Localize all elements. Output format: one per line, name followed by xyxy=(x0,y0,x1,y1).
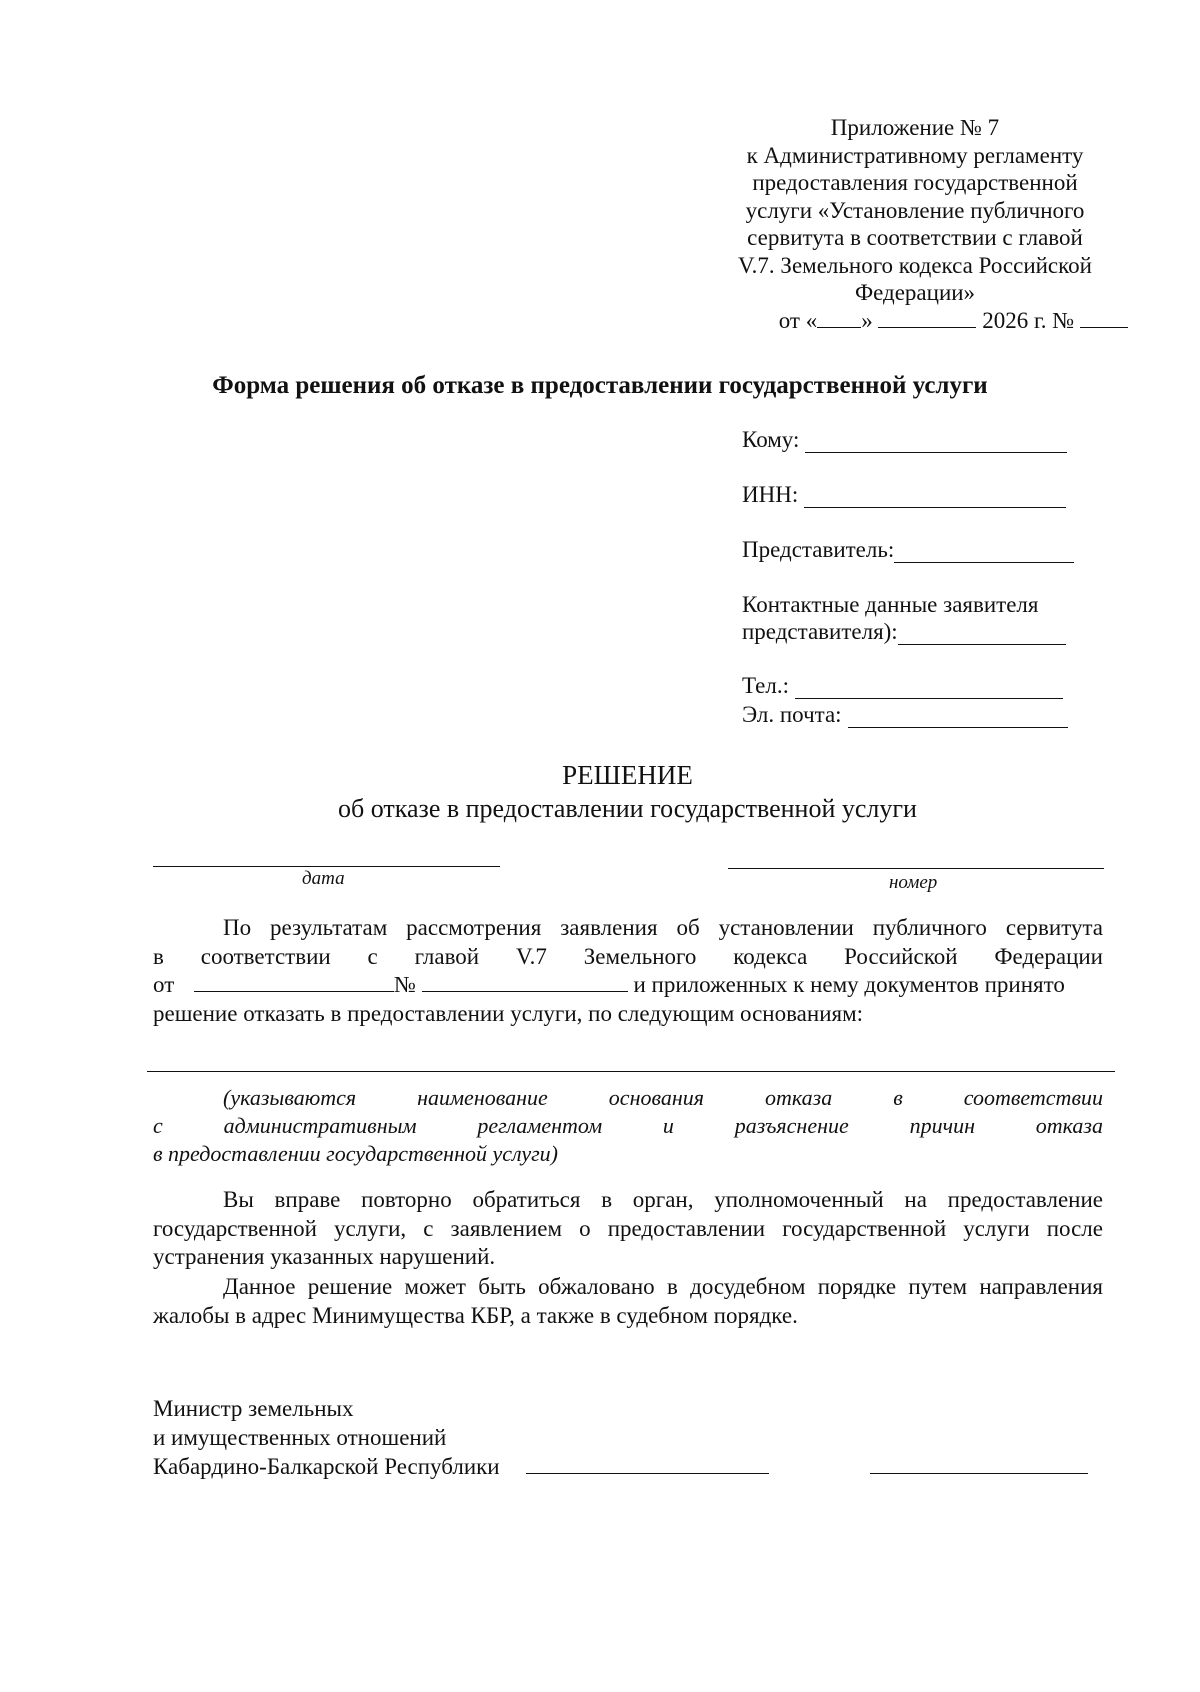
paragraph-line-fields xyxy=(153,971,1103,1000)
representative-row xyxy=(742,536,1142,563)
appendix-line: Федерации» xyxy=(854,280,976,305)
contact-field[interactable] xyxy=(898,622,1066,645)
decision-title: РЕШЕНИЕ xyxy=(562,760,693,790)
refusal-reason-field[interactable] xyxy=(147,1071,1115,1072)
paragraph-line: жалобы в адрес Минимущества КБР, а также в судебном порядке. xyxy=(153,1302,798,1328)
paragraph-line: По результатам рассмотрения заявления об установлении публичного сервитута xyxy=(223,915,1103,940)
from-label: от xyxy=(153,972,175,997)
paragraph-1 xyxy=(153,914,1103,1028)
date-prefix: от « xyxy=(778,307,818,333)
date-year: 2026 г. xyxy=(982,307,1047,333)
inn-label: ИНН: xyxy=(742,482,799,507)
recipient-to-label: Кому: xyxy=(742,427,800,452)
paragraph-line: Данное решение может быть обжаловано в досудебном порядке путем направления xyxy=(223,1274,1103,1299)
appendix-number: Приложение № 7 xyxy=(830,115,1000,140)
paragraph-line: решение отказать в предоставлении услуги, по следующим основаниям: xyxy=(153,1000,864,1026)
date-caption: дата xyxy=(302,868,345,889)
phone-label: Тел.: xyxy=(742,673,789,698)
paragraph-line: устранения указанных нарушений. xyxy=(153,1244,496,1269)
representative-label: Представитель: xyxy=(742,537,895,562)
appendix-date-line xyxy=(700,307,1130,335)
paragraph-line: Вы вправе повторно обратиться в орган, уполномоченный на предоставление xyxy=(223,1187,1103,1212)
paragraph-2 xyxy=(153,1186,1103,1272)
number-line[interactable] xyxy=(728,868,1104,869)
appendix-header xyxy=(700,114,1130,334)
number-blank[interactable] xyxy=(1080,307,1128,328)
paragraph-line: в соответствии с главой V.7 Земельного кодекса Российской Федерации xyxy=(153,943,1103,969)
appendix-line: сервитута в соответствии с главой xyxy=(747,225,1083,250)
decision-subtitle: об отказе в предоставлении государственной услуги xyxy=(338,794,917,823)
number-label: № xyxy=(1052,307,1075,333)
number-caption: номер xyxy=(889,872,938,893)
paragraph-3 xyxy=(153,1273,1103,1330)
signature-field[interactable] xyxy=(526,1473,769,1474)
contact-label-line2: представителя): xyxy=(742,619,898,644)
paragraph-text: и приложенных к нему документов принято xyxy=(633,972,1065,997)
inn-row xyxy=(742,481,1142,508)
application-no-label: № xyxy=(394,972,416,997)
appendix-line: услуги «Установление публичного xyxy=(745,197,1085,223)
minister-title-line: и имущественных отношений xyxy=(153,1425,447,1450)
minister-title-line: Кабардино-Балкарской Республики xyxy=(153,1454,500,1479)
appendix-line: к Административному регламенту xyxy=(746,142,1084,168)
note-line: с административным регламентом и разъяснение причин отказа xyxy=(153,1113,1103,1138)
contact-label-line1: Контактные данные заявителя xyxy=(742,592,1039,617)
month-blank[interactable] xyxy=(878,307,976,328)
form-title: Форма решения об отказе в предоставлении государственной услуги xyxy=(212,372,988,399)
phone-row xyxy=(742,672,1142,699)
recipient-to-field[interactable] xyxy=(805,430,1067,453)
minister-title-line: Министр земельных xyxy=(153,1396,354,1421)
phone-field[interactable] xyxy=(795,676,1063,699)
day-blank[interactable] xyxy=(817,307,861,328)
refusal-note xyxy=(153,1084,1103,1168)
email-label: Эл. почта: xyxy=(742,702,842,727)
paragraph-line: государственной услуги, с заявлением о предоставлении государственной услуги после xyxy=(153,1215,1103,1241)
contact-row xyxy=(742,618,1142,645)
note-line: (указываются наименование основания отказа в соответствии xyxy=(223,1085,1103,1110)
email-field[interactable] xyxy=(848,705,1068,728)
note-line: в предоставлении государственной услуги) xyxy=(153,1141,559,1166)
appendix-line: V.7. Земельного кодекса Российской xyxy=(738,252,1092,278)
representative-field[interactable] xyxy=(894,540,1074,563)
email-row xyxy=(742,701,1142,728)
application-number-field[interactable] xyxy=(422,971,628,992)
recipient-to-row xyxy=(742,426,1142,453)
appendix-line: предоставления государственной xyxy=(752,170,1078,195)
minister-signature-block xyxy=(153,1394,500,1481)
inn-field[interactable] xyxy=(804,485,1066,508)
date-line[interactable] xyxy=(153,866,500,867)
signature-name-field[interactable] xyxy=(870,1473,1088,1474)
application-date-field[interactable] xyxy=(194,971,394,992)
date-mid: » xyxy=(861,307,873,333)
recipient-block xyxy=(742,426,1142,728)
